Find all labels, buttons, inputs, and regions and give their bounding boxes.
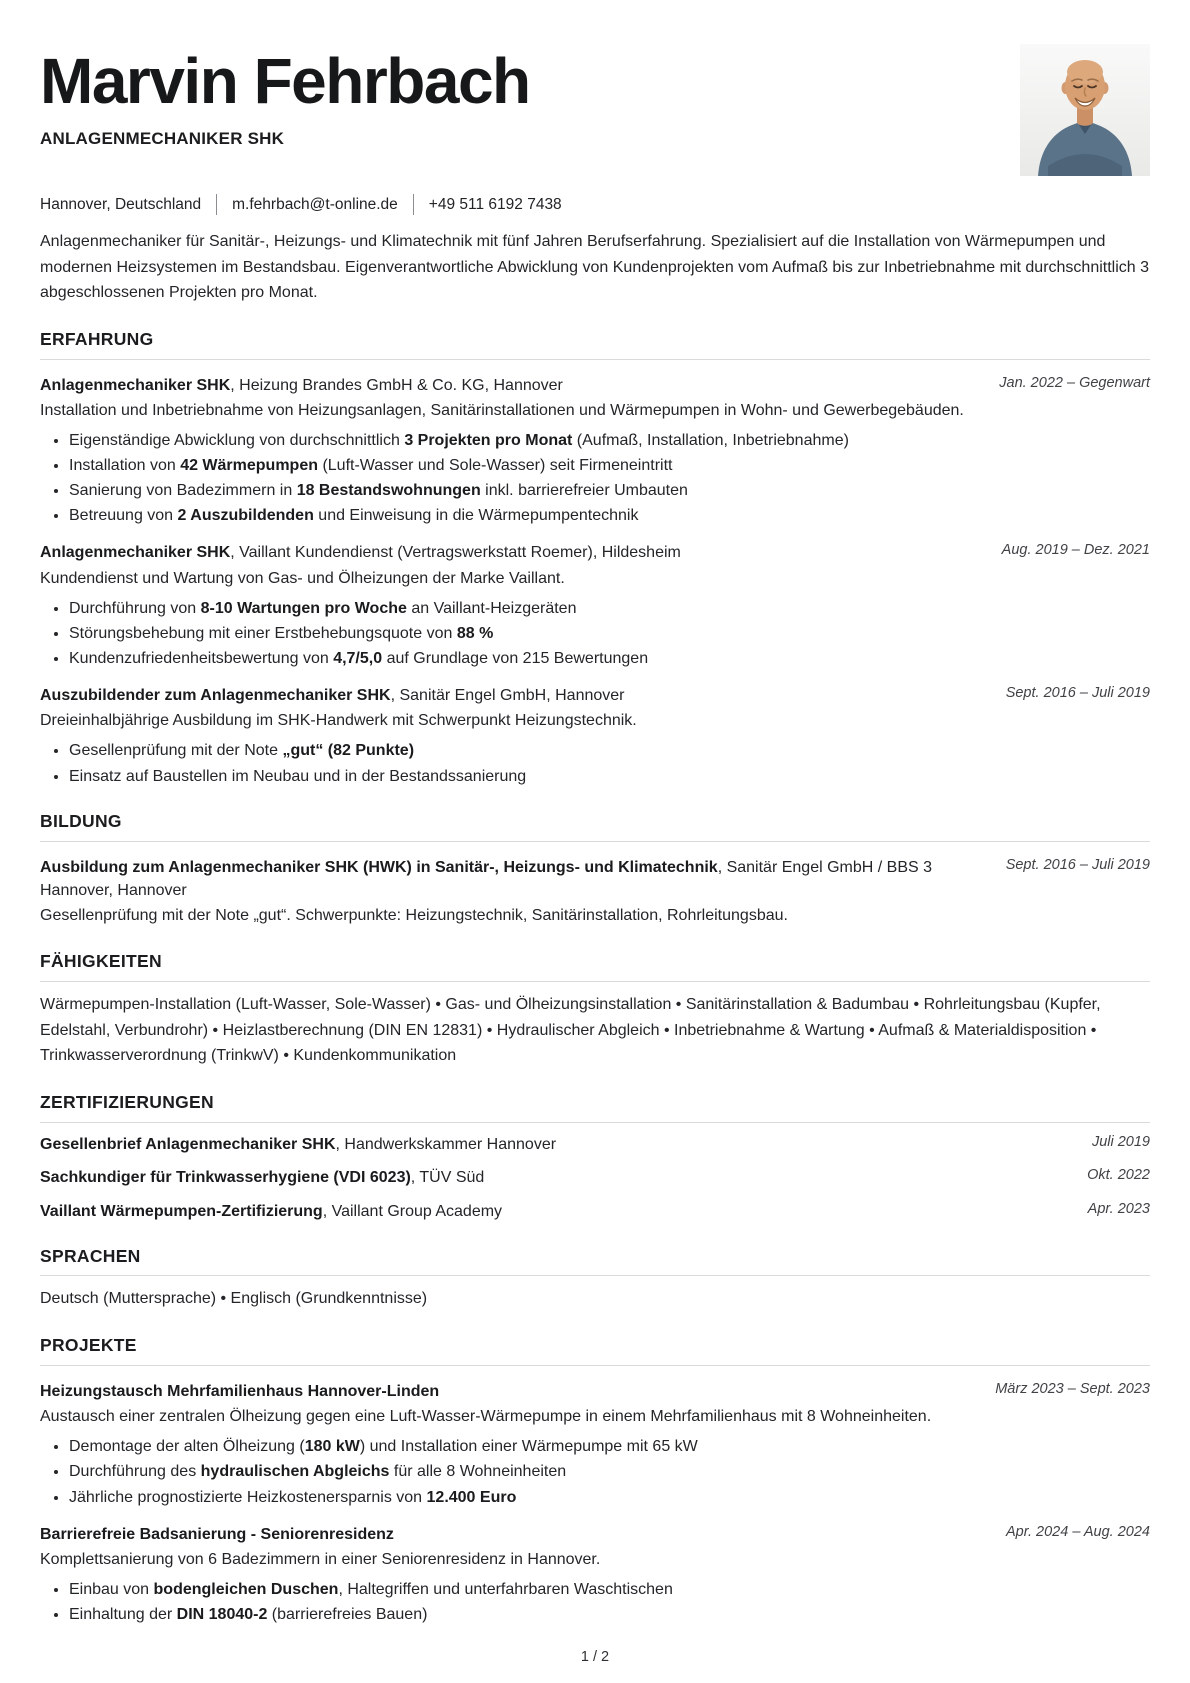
person-avatar-graphic [1020,44,1150,176]
section-projects [40,1334,1150,1626]
item-title: Anlagenmechaniker SHK, Heizung Brandes GmbH & Co. KG, Hannover [40,376,563,394]
section-heading: ZERTIFIZIERUNGEN [40,1092,214,1113]
item-title: Auszubildender zum Anlagenmechaniker SHK, Sanitär Engel GmbH, Hannover [40,687,625,705]
contact-separator [216,194,217,215]
item-header [40,1133,1150,1156]
education-item [40,856,1150,928]
section-divider [40,1122,1150,1123]
bullet-item: • Einhaltung der DIN 18040-2 (barrierefreies Bauen) [69,1603,1150,1626]
bullet-item: • Betreuung von 2 Auszubildenden und Einweisung in die Wärmepumpentechnik [69,504,1150,527]
bullet-item: • Gesellenprüfung mit der Note „gut“ (82 Punkte) [69,739,1150,762]
section-divider [40,1275,1150,1276]
item-header [40,684,1150,707]
item-header [40,1523,1150,1546]
item-header [40,1200,1150,1223]
item-title: Ausbildung zum Anlagenmechaniker SHK (HWK) in Sanitär-, Heizungs- und Klimatechnik, Sanitär Engel GmbH / BBS 3 Hannover, Hannover [40,858,933,899]
section-heading: ERFAHRUNG [40,328,154,349]
item-title: Gesellenbrief Anlagenmechaniker SHK, Handwerkskammer Hannover [40,1136,557,1154]
page-number: 1 / 2 [580,1649,610,1665]
item-date: Aug. 2019 – Dez. 2021 [1001,542,1150,559]
item-bullets [40,739,1150,787]
item-bullets [40,597,1150,671]
section-heading: BILDUNG [40,810,122,831]
section-heading: PROJEKTE [40,1335,137,1356]
item-description: Installation und Inbetriebnahme von Heizungsanlagen, Sanitärinstallationen und Wärmepumpen in Wohn- und Gewerbegebäuden. [40,401,964,419]
item-description: Komplettsanierung von 6 Badezimmern in einer Seniorenresidenz in Hannover. [40,1551,601,1569]
item-description: Austausch einer zentralen Ölheizung gegen eine Luft-Wasser-Wärmepumpe in einem Mehrfamilienhaus mit 8 Wohneinheiten. [40,1408,932,1426]
item-title: Vaillant Wärmepumpen-Zertifizierung, Vaillant Group Academy [40,1202,503,1220]
item-description: Kundendienst und Wartung von Gas- und Ölheizungen der Marke Vaillant. [40,569,565,587]
item-title: Anlagenmechaniker SHK, Vaillant Kundendienst (Vertragswerkstatt Roemer), Hildesheim [40,544,681,562]
bullet-item: • Demontage der alten Ölheizung (180 kW) und Installation einer Wärmepumpe mit 65 kW [69,1435,1150,1458]
profile-photo [1020,44,1150,176]
section-heading: FÄHIGKEITEN [40,950,162,971]
item-date: Jan. 2022 – Gegenwart [999,374,1150,391]
summary-text: Anlagenmechaniker für Sanitär-, Heizungs- und Klimatechnik mit fünf Jahren Berufserfahrung. Spezialisiert auf die Installation von Wärmepumpen und modernen Heizsystemen im Bestandsbau. Eigenverantwortliche Abwicklung von Kundenprojekten vom Aufmaß bis zur Inbetriebnahme mit durchschnittlich 3 abgeschlossenen Projekten pro Monat. [40,233,1150,302]
section-divider [40,981,1150,982]
item-header [40,1380,1150,1403]
section-divider [40,841,1150,842]
header-text-block [40,40,530,149]
bullet-item: • Einbau von bodengleichen Duschen, Haltegriffen und unterfahrbaren Waschtischen [69,1578,1150,1601]
bullet-item: • Durchführung von 8-10 Wartungen pro Woche an Vaillant-Heizgeräten [69,597,1150,620]
item-bullets [40,1435,1150,1509]
item-title: Sachkundiger für Trinkwasserhygiene (VDI 6023), TÜV Süd [40,1169,485,1187]
contact-item: +49 511 6192 7438 [428,195,562,213]
certifications-item [40,1166,1150,1189]
item-date: Sept. 2016 – Juli 2019 [1005,685,1150,702]
contact-separator [413,194,414,215]
bullet-item: • Jährliche prognostizierte Heizkostenersparnis von 12.400 Euro [69,1486,1150,1509]
bullet-item: • Sanierung von Badezimmern in 18 Bestandswohnungen inkl. barrierefreier Umbauten [69,479,1150,502]
projects-item [40,1523,1150,1627]
bullet-item: • Störungsbehebung mit einer Erstbehebungsquote von 88 % [69,622,1150,645]
experience-item [40,541,1150,670]
section-certifications [40,1091,1150,1222]
item-date: Sept. 2016 – Juli 2019 [1005,856,1150,873]
item-header [40,1166,1150,1189]
section-divider [40,359,1150,360]
contact-item: m.fehrbach@t-online.de [232,195,398,213]
section-heading: SPRACHEN [40,1245,141,1266]
certifications-item [40,1200,1150,1223]
item-date: Apr. 2024 – Aug. 2024 [1005,1523,1150,1540]
item-date: Apr. 2023 [1087,1200,1150,1217]
resume-sections [40,328,1150,1627]
bullet-item: • Eigenständige Abwicklung von durchschnittlich 3 Projekten pro Monat (Aufmaß, Installation, Inbetriebnahme) [69,429,1150,452]
contact-item: Hannover, Deutschland [40,195,202,213]
item-header [40,374,1150,397]
header [40,40,1150,176]
bullet-item: • Durchführung des hydraulischen Abgleichs für alle 8 Wohneinheiten [69,1460,1150,1483]
item-date: März 2023 – Sept. 2023 [995,1381,1150,1398]
item-header [40,856,1150,902]
contact-row [40,194,1150,215]
person-name: Marvin Fehrbach [40,45,530,117]
bullet-item: • Installation von 42 Wärmepumpen (Luft-Wasser und Sole-Wasser) seit Firmeneintritt [69,454,1150,477]
item-description: Gesellenprüfung mit der Note „gut“. Schwerpunkte: Heizungstechnik, Sanitärinstallation, Rohrleitungsbau. [40,906,788,924]
section-skills [40,950,1150,1069]
item-title: Barrierefreie Badsanierung - Seniorenresidenz [40,1525,394,1543]
item-bullets [40,1578,1150,1626]
experience-item [40,374,1150,528]
item-header [40,541,1150,564]
experience-item [40,684,1150,788]
bullet-item: • Einsatz auf Baustellen im Neubau und in der Bestandssanierung [69,765,1150,788]
section-divider [40,1365,1150,1366]
certifications-item [40,1133,1150,1156]
projects-item [40,1380,1150,1509]
job-headline: ANLAGENMECHANIKER SHK [40,129,285,149]
item-date: Okt. 2022 [1087,1167,1150,1184]
skills-list: Wärmepumpen-Installation (Luft-Wasser, Sole-Wasser) • Gas- und Ölheizungsinstallation • Sanitärinstallation & Badumbau • Rohrleitungsbau (Kupfer, Edelstahl, Verbundrohr) • Heizlastberechnung (DIN EN 12831) • Hydraulischer Abgleich • Inbetriebnahme & Wartung • Aufmaß & Materialdisposition • Trinkwasserverordnung (TrinkwV) • Kundenkommunikation [40,995,1101,1065]
section-experience [40,328,1150,788]
item-title: Heizungstausch Mehrfamilienhaus Hannover-Linden [40,1383,440,1401]
item-bullets [40,429,1150,528]
item-date: Juli 2019 [1091,1134,1150,1151]
languages-list: Deutsch (Muttersprache) • Englisch (Grundkenntnisse) [40,1290,428,1308]
bullet-item: • Kundenzufriedenheitsbewertung von 4,7/5,0 auf Grundlage von 215 Bewertungen [69,647,1150,670]
section-languages [40,1245,1150,1313]
item-description: Dreieinhalbjährige Ausbildung im SHK-Handwerk mit Schwerpunkt Heizungstechnik. [40,712,637,730]
section-education [40,810,1150,928]
